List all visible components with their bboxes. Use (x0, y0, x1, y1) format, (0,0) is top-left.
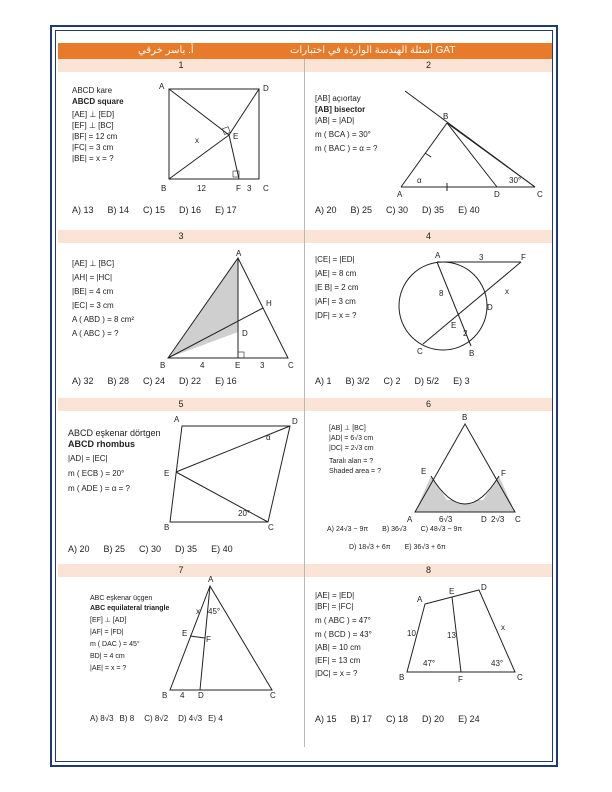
option-d[interactable]: D) 16 (179, 205, 202, 215)
svg-text:B: B (443, 112, 449, 121)
svg-text:x: x (195, 136, 199, 145)
svg-text:A: A (208, 575, 214, 584)
svg-text:47°: 47° (423, 659, 436, 668)
problem-number: 5 (58, 398, 304, 411)
answer-options (315, 205, 494, 215)
svg-text:E: E (451, 321, 457, 330)
option-e[interactable]: E) 36√3 + 6π (404, 544, 446, 551)
svg-text:30°: 30° (509, 176, 522, 185)
svg-text:α: α (417, 176, 422, 185)
svg-text:F: F (501, 469, 506, 478)
svg-text:C: C (515, 515, 521, 524)
problem-number: 6 (305, 398, 552, 411)
svg-text:6√3: 6√3 (439, 515, 453, 524)
problem-number: 1 (58, 59, 304, 72)
option-e[interactable]: E) 17 (215, 205, 237, 215)
svg-text:B: B (161, 184, 167, 193)
option-e[interactable]: E) 40 (458, 205, 480, 215)
problem-row-1 (58, 59, 552, 231)
problem-8 (305, 564, 552, 747)
svg-text:12: 12 (197, 184, 206, 193)
svg-text:3: 3 (479, 253, 484, 262)
option-e[interactable]: E) 4 (208, 714, 223, 723)
svg-text:D: D (263, 84, 269, 93)
option-d[interactable]: D) 22 (179, 376, 202, 386)
option-d[interactable]: D) 5/2 (414, 376, 440, 386)
option-a[interactable]: A) 15 (315, 714, 337, 724)
problem-givens: ABCD eşkenar dörtgen ABCD rhombus |AD| = |EC| m ( ECB ) = 20° m ( ADE ) = α = ? (68, 428, 161, 493)
problem-row-4 (58, 564, 552, 747)
problem-givens: [AB] ⊥ [BC] |AD| = 6√3 cm |DC| = 2√3 cm Taralı alan = ? Shaded area = ? (329, 425, 381, 475)
circle-figure (393, 248, 543, 368)
svg-text:D: D (494, 190, 500, 199)
svg-text:D: D (481, 583, 487, 592)
problem-number: 8 (305, 564, 552, 577)
answer-options (72, 205, 251, 215)
option-b[interactable]: B) 28 (107, 376, 130, 386)
svg-text:D: D (487, 303, 493, 312)
option-a[interactable]: A) 8√3 (90, 714, 114, 723)
svg-text:α: α (266, 433, 271, 442)
option-b[interactable]: B) 17 (350, 714, 373, 724)
svg-text:H: H (266, 299, 272, 308)
bisector-figure (397, 89, 547, 199)
svg-text:B: B (399, 673, 405, 682)
svg-text:43°: 43° (491, 659, 504, 668)
problem-1 (58, 59, 305, 230)
svg-text:D: D (292, 417, 298, 426)
option-c[interactable]: C) 24 (143, 376, 166, 386)
svg-text:F: F (206, 635, 211, 644)
svg-text:A: A (397, 190, 403, 199)
svg-text:C: C (263, 184, 269, 193)
option-b[interactable]: B) 8 (119, 714, 135, 723)
svg-text:B: B (469, 349, 475, 358)
problem-givens: |CE| = |ED| |AE| = 8 cm |E B| = 2 cm |AF| = 3 cm |DF| = x = ? (315, 255, 359, 320)
option-b[interactable]: B) 14 (107, 205, 130, 215)
svg-text:E: E (233, 132, 239, 141)
svg-text:C: C (417, 347, 423, 356)
svg-text:A: A (159, 82, 165, 91)
option-d[interactable]: D) 18√3 + 6π (349, 544, 391, 551)
svg-text:2: 2 (463, 329, 468, 338)
option-c[interactable]: C) 30 (386, 205, 409, 215)
rhombus-figure (164, 415, 305, 532)
author-name: أ. ياسر خرقي (138, 45, 194, 56)
svg-text:3: 3 (247, 184, 252, 193)
option-c[interactable]: C) 8√2 (144, 714, 169, 723)
svg-text:C: C (537, 190, 543, 199)
problem-givens: |AE| = |ED| |BF| = |FC| m ( ABC ) = 47° m ( BCD ) = 43° |AB| = 10 cm |EF| = 13 cm |DC| = x = ? (315, 591, 372, 678)
svg-text:A: A (417, 595, 423, 604)
svg-text:F: F (458, 675, 463, 684)
problem-givens: ABC eşkenar üçgen ABC equilateral triangle [EF] ⊥ [AD] |AF| = |FD| m ( DAC ) = 45° BD| = 4 cm |AE| = x = ? (90, 595, 170, 672)
svg-text:E: E (182, 629, 188, 638)
svg-text:F: F (236, 184, 241, 193)
header-bar (58, 43, 552, 59)
worksheet (58, 43, 552, 753)
square-figure (153, 83, 283, 203)
svg-text:F: F (521, 253, 526, 262)
svg-text:B: B (164, 523, 170, 532)
option-d[interactable]: D) 4√3 (178, 714, 203, 723)
svg-text:C: C (268, 523, 274, 532)
problem-number: 2 (305, 59, 552, 72)
problem-givens: [AB] açıortay [AB] bisector |AB| = |AD| m ( BCA ) = 30° m ( BAC ) = α = ? (315, 94, 378, 153)
svg-text:13: 13 (447, 631, 456, 640)
option-a[interactable]: A) 24√3 − 9π (327, 526, 369, 533)
problem-row-2 (58, 230, 552, 399)
svg-text:A: A (407, 515, 413, 524)
svg-text:C: C (517, 673, 523, 682)
svg-text:B: B (162, 691, 168, 700)
svg-text:B: B (160, 361, 166, 370)
svg-text:A: A (174, 415, 180, 424)
problem-row-3 (58, 398, 552, 565)
option-c[interactable]: C) 2 (383, 376, 401, 386)
problem-2 (305, 59, 552, 230)
option-c[interactable]: C) 18 (386, 714, 409, 724)
svg-text:E: E (449, 587, 455, 596)
svg-text:B: B (462, 413, 468, 422)
svg-text:A: A (236, 249, 242, 258)
problem-5 (58, 398, 305, 564)
svg-text:A: A (435, 251, 441, 260)
option-a[interactable]: A) 13 (72, 205, 94, 215)
option-c[interactable]: C) 30 (139, 544, 162, 554)
equilateral-figure (162, 575, 300, 700)
answer-options (315, 376, 484, 386)
option-d[interactable]: D) 35 (175, 544, 198, 554)
option-e[interactable]: E) 3 (453, 376, 470, 386)
svg-text:C: C (288, 361, 294, 370)
option-a[interactable]: A) 1 (315, 376, 332, 386)
problem-4 (305, 230, 552, 398)
option-c[interactable]: C) 48√3 − 9π (420, 526, 463, 533)
svg-text:4: 4 (180, 691, 185, 700)
option-e[interactable]: E) 24 (458, 714, 480, 724)
svg-text:x: x (505, 287, 509, 296)
option-a[interactable]: A) 32 (72, 376, 94, 386)
option-e[interactable]: E) 40 (211, 544, 233, 554)
problem-number: 4 (305, 230, 552, 243)
problem-6 (305, 398, 552, 564)
shaded-region-figure (405, 414, 525, 524)
option-a[interactable]: A) 20 (315, 205, 337, 215)
svg-text:2√3: 2√3 (491, 515, 505, 524)
svg-text:x: x (196, 607, 200, 616)
answer-options (72, 376, 251, 386)
problem-7 (58, 564, 305, 747)
option-c[interactable]: C) 15 (143, 205, 166, 215)
option-d[interactable]: D) 20 (422, 714, 445, 724)
svg-text:x: x (501, 623, 505, 632)
triangle-figure (158, 249, 298, 372)
svg-text:E: E (421, 467, 427, 476)
option-a[interactable]: A) 20 (68, 544, 90, 554)
svg-text:D: D (242, 329, 248, 338)
option-b[interactable]: B) 3/2 (345, 376, 370, 386)
option-b[interactable]: B) 25 (350, 205, 373, 215)
problem-3 (58, 230, 305, 398)
svg-text:8: 8 (439, 289, 444, 298)
problem-number: 3 (58, 230, 304, 243)
svg-text:4: 4 (200, 361, 205, 370)
answer-options (68, 544, 247, 554)
svg-text:45°: 45° (208, 607, 221, 616)
option-d[interactable]: D) 35 (422, 205, 445, 215)
svg-text:E: E (164, 469, 170, 478)
answer-options (315, 714, 494, 724)
option-b[interactable]: B) 25 (103, 544, 126, 554)
problem-number: 7 (58, 564, 304, 577)
svg-text:20°: 20° (238, 509, 251, 518)
worksheet-title: أسئلة الهندسة الواردة في اختبارات GAT (290, 45, 456, 56)
trapezoid-figure (399, 583, 548, 684)
svg-text:E: E (235, 361, 241, 370)
option-e[interactable]: E) 16 (215, 376, 237, 386)
svg-text:C: C (270, 691, 276, 700)
problem-givens: ABCD kare ABCD square [AE] ⊥ [ED] [EF] ⊥ [BC] |BF| = 12 cm |FC| = 3 cm |BE| = x = ? (72, 86, 124, 163)
answer-options (90, 714, 237, 723)
svg-text:3: 3 (260, 361, 265, 370)
answer-options-bottom (349, 544, 460, 551)
answer-options-top (327, 526, 476, 533)
svg-text:10: 10 (407, 629, 416, 638)
svg-text:D: D (198, 691, 204, 700)
problem-givens: [AE] ⊥ [BC] |AH| = |HC| |BE| = 4 cm |EC| = 3 cm A ( ABD ) = 8 cm² A ( ABC ) = ? (72, 259, 135, 338)
svg-text:D: D (481, 515, 487, 524)
option-b[interactable]: B) 36√3 (382, 526, 407, 533)
